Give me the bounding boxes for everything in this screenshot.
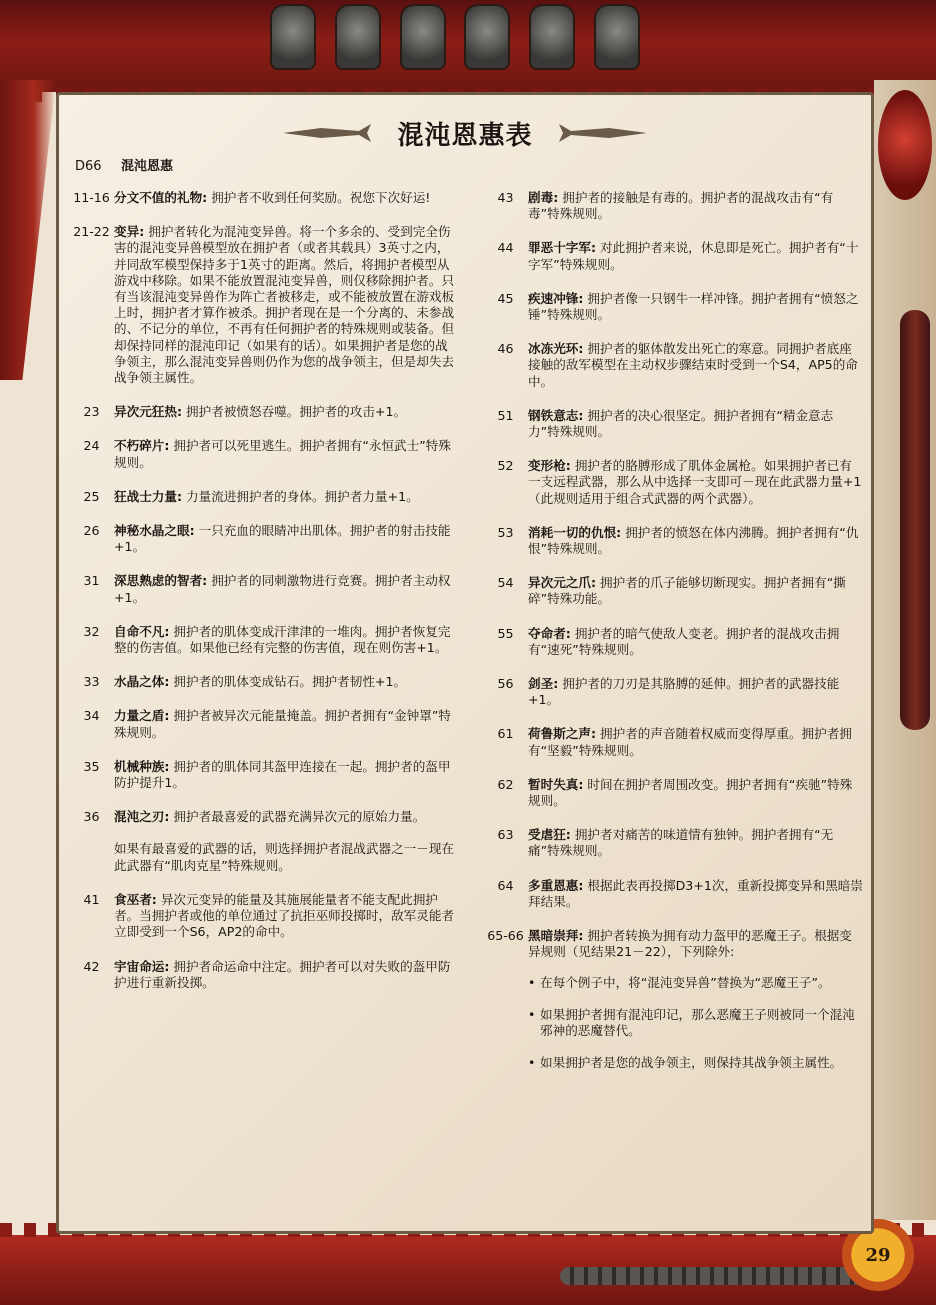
table-entry (69, 489, 459, 505)
skull-icon (594, 4, 640, 70)
entry-text (114, 523, 459, 555)
entry-text (528, 777, 863, 809)
entry-name: 深思熟虑的智者: (114, 573, 208, 589)
table-entry (69, 523, 459, 555)
entry-name: 消耗一切的仇恨: (528, 524, 622, 540)
entry-body (114, 489, 459, 505)
right-border (874, 80, 936, 1220)
entry-body (114, 892, 459, 941)
roll-number: 34 (83, 708, 100, 724)
bullet-item (528, 975, 863, 991)
roll-number: 65-66 (487, 928, 524, 944)
entry-name: 变异: (114, 224, 145, 240)
entry-text (528, 827, 863, 859)
entry-text (114, 573, 459, 605)
entry-name: 剑圣: (528, 676, 559, 692)
gem-ornament (878, 90, 932, 200)
entry-body (528, 878, 863, 910)
table-entry (483, 525, 863, 557)
table-entry (69, 224, 459, 386)
entry-body (528, 341, 863, 390)
entry-text (114, 708, 459, 740)
entry-body (528, 626, 863, 658)
roll-number: 23 (83, 404, 100, 420)
entry-name: 自命不凡: (114, 623, 170, 639)
table-entry (69, 624, 459, 656)
entry-text (114, 809, 459, 825)
entry-text (528, 190, 863, 222)
entry-text (114, 404, 459, 420)
entry-text (528, 676, 863, 708)
entry-name: 罪恶十字军: (528, 240, 597, 256)
entry-description: 拥护者命运命中注定。拥护者可以对失败的盔甲防护进行重新投掷。 (114, 958, 451, 990)
entry-name: 异次元狂热: (114, 404, 183, 420)
left-column (69, 190, 459, 1009)
entry-text (528, 878, 863, 910)
entry-body (528, 291, 863, 323)
entry-name: 剧毒: (528, 190, 559, 205)
entry-name: 食巫者: (114, 891, 157, 907)
roll-column-header: D66 (75, 159, 102, 174)
entry-description: 拥护者的决心很坚定。拥护者拥有“精金意志力”特殊规则。 (528, 407, 834, 440)
entry-text (528, 240, 863, 272)
entry-body (114, 438, 459, 470)
entry-body (528, 777, 863, 809)
table-entry (483, 341, 863, 390)
roll-number: 36 (83, 809, 100, 825)
entry-description: 拥护者的愤怒在体内沸腾。拥护者拥有“仇恨”特殊规则。 (528, 524, 859, 557)
entry-name: 受虐狂: (528, 827, 571, 843)
roll-number: 25 (83, 488, 100, 504)
entry-description: 拥护者转换为拥有动力盔甲的恶魔王子。根据变异规则（见结果21－22），下列除外: (528, 928, 852, 960)
entry-body (528, 240, 863, 272)
table-entry (69, 674, 459, 690)
entry-name: 不朽碎片: (114, 438, 170, 454)
bullet-list (528, 975, 863, 1072)
entry-name: 狂战士力量: (114, 488, 183, 504)
entry-body (114, 573, 459, 605)
entry-description: 拥护者的肌体同其盔甲连接在一起。拥护者的盔甲防护提升1。 (114, 758, 451, 791)
entry-body (528, 458, 863, 507)
entry-description: 根据此表再投掷D3+1次，重新投掷变异和黑暗崇拜结果。 (528, 877, 863, 909)
bullet-icon: • (528, 1006, 536, 1022)
roll-number: 54 (497, 575, 514, 591)
entry-name: 宇宙命运: (114, 958, 170, 974)
entry-text (114, 190, 459, 206)
entry-text (528, 525, 863, 557)
table-entry (483, 777, 863, 809)
table-entry (483, 928, 863, 1087)
roll-number: 61 (497, 726, 514, 742)
entry-description: 拥护者的接触是有毒的。拥护者的混战攻击有“有毒”特殊规则。 (528, 190, 834, 222)
dagger-right-icon (557, 122, 649, 144)
entry-name: 钢铁意志: (528, 407, 584, 423)
entry-description: 拥护者最喜爱的武器充满异次元的原始力量。 (169, 809, 426, 825)
entry-name: 水晶之体: (114, 674, 170, 690)
tentacle-ornament (900, 310, 930, 730)
entry-description: 拥护者的肌体变成钻石。拥护者韧性+1。 (169, 674, 407, 690)
entry-name: 神秘水晶之眼: (114, 523, 195, 539)
entry-description: 拥护者对痛苦的味道情有独钟。拥护者拥有“无痛”特殊规则。 (528, 827, 834, 859)
entry-body (114, 809, 459, 874)
bullet-text: 如果拥护者是您的战争领主，则保持其战争领主属性。 (540, 1055, 843, 1071)
roll-number: 64 (497, 877, 514, 893)
roll-number: 62 (497, 776, 514, 792)
entry-description: 拥护者的声音随着权威而变得厚重。拥护者拥有“坚毅”特殊规则。 (528, 726, 852, 758)
entry-text (528, 458, 863, 507)
entry-text (528, 726, 863, 758)
table-entry (483, 878, 863, 910)
roll-number: 33 (83, 674, 100, 690)
entry-text (528, 575, 863, 607)
entry-text (528, 928, 863, 960)
table-entry (483, 726, 863, 758)
table-entry (483, 827, 863, 859)
entry-body (528, 190, 863, 222)
entry-name: 多重恩惠: (528, 877, 584, 893)
entry-body (114, 959, 459, 991)
roll-number: 41 (83, 891, 100, 907)
skull-row (270, 4, 640, 74)
entry-body (114, 523, 459, 555)
skull-icon (400, 4, 446, 70)
table-entry (69, 573, 459, 605)
entry-body (114, 404, 459, 420)
entry-description: 拥护者可以死里逃生。拥护者拥有“永恒武士”特殊规则。 (114, 438, 451, 470)
entry-body (114, 674, 459, 690)
roll-number: 35 (83, 758, 100, 774)
entry-text (528, 626, 863, 658)
entry-description: 力量流进拥护者的身体。拥护者力量+1。 (182, 488, 419, 504)
roll-number: 44 (497, 240, 514, 256)
entry-description: 拥护者的躯体散发出死亡的寒意。同拥护者底座接触的敌军模型在主动权步骤结束时受到一个S4，AP5的命中。 (528, 341, 858, 389)
entry-name: 异次元之爪: (528, 575, 597, 591)
entry-name: 冰冻光环: (528, 341, 584, 357)
entry-description: 拥护者的同刺激物进行竞赛。拥护者主动权+1。 (114, 573, 451, 605)
roll-number: 31 (83, 573, 100, 589)
bullet-icon: • (528, 974, 536, 990)
skull-icon (335, 4, 381, 70)
parchment-panel (56, 92, 874, 1234)
entry-text (114, 489, 459, 505)
entry-body (528, 928, 863, 1087)
roll-number: 63 (497, 827, 514, 843)
roll-number: 56 (497, 676, 514, 692)
table-entry (483, 190, 863, 222)
entry-text (114, 759, 459, 791)
entry-body (114, 224, 459, 386)
entry-text (114, 438, 459, 470)
entry-text (114, 224, 459, 386)
table-entry (69, 759, 459, 791)
table-entry (483, 676, 863, 708)
roll-number: 32 (83, 623, 100, 639)
roll-number: 26 (83, 523, 100, 539)
entry-text (114, 892, 459, 941)
skull-icon (464, 4, 510, 70)
entry-name: 混沌之刃: (114, 809, 170, 825)
title-row (59, 113, 871, 153)
entry-description: 拥护者的刀刃是其胳膊的延伸。拥护者的武器技能+1。 (528, 676, 840, 708)
entry-body (114, 624, 459, 656)
entry-body (528, 408, 863, 440)
table-entry (69, 892, 459, 941)
right-column (483, 190, 863, 1105)
entry-body (528, 726, 863, 758)
roll-number: 55 (497, 625, 514, 641)
roll-number: 11-16 (73, 190, 110, 205)
bullet-icon: • (528, 1055, 536, 1071)
entry-description: 拥护者被愤怒吞噬。拥护者的攻击+1。 (182, 404, 407, 420)
table-entry (69, 708, 459, 740)
table-entry (69, 438, 459, 470)
entry-name: 机械种族: (114, 758, 170, 774)
entry-description: 拥护者的暗气使敌人变老。拥护者的混战攻击拥有“速死”特殊规则。 (528, 625, 840, 657)
table-entry (69, 959, 459, 991)
roll-number: 45 (497, 290, 514, 306)
entry-body (528, 525, 863, 557)
table-entry (483, 291, 863, 323)
entry-name: 暂时失真: (528, 776, 584, 792)
entry-description: 对此拥护者来说，休息即是死亡。拥护者有“十字军”特殊规则。 (528, 240, 859, 272)
page-title: 混沌恩惠表 (397, 120, 533, 151)
bullet-item (528, 1007, 863, 1039)
table-entry (483, 575, 863, 607)
entry-name: 黑暗崇拜: (528, 928, 584, 944)
roll-number: 43 (497, 190, 514, 205)
table-entry (483, 458, 863, 507)
skull-icon (270, 4, 316, 70)
entry-name: 分文不值的礼物: (114, 190, 208, 205)
entry-name: 力量之盾: (114, 708, 170, 724)
entry-extra-paragraph: 如果有最喜爱的武器的话，则选择拥护者混战武器之一－现在此武器有“肌肉克星”特殊规则。 (114, 841, 455, 873)
bullet-item (528, 1055, 863, 1071)
table-entry (483, 626, 863, 658)
roll-number: 21-22 (73, 224, 110, 240)
roll-number: 52 (497, 458, 514, 474)
entry-name: 变形枪: (528, 458, 571, 474)
roll-number: 42 (83, 958, 100, 974)
entry-body (528, 575, 863, 607)
entry-description: 异次元变异的能量及其施展能量者不能支配此拥护者。当拥护者或他的单位通过了抗拒巫师投掷时，敌军灵能者立即受到一个S6，AP2的命中。 (114, 891, 455, 940)
entry-description: 时间在拥护者周围改变。拥护者拥有“疾驰”特殊规则。 (528, 776, 853, 809)
entry-description: 拥护者的胳膊形成了肌体金属枪。如果拥护者已有一支远程武器，那么从中选择一支即可－现在此武器力量+1（此规则适用于组合式武器的两个武器）。 (528, 458, 862, 506)
roll-number: 24 (83, 438, 100, 454)
table-entry (483, 240, 863, 272)
entry-name: 荷鲁斯之声: (528, 726, 597, 742)
entry-text (114, 624, 459, 656)
entry-description: 拥护者不收到任何奖励。祝您下次好运! (207, 190, 431, 205)
roll-number: 53 (497, 524, 514, 540)
entry-body (528, 827, 863, 859)
entry-text (114, 959, 459, 991)
entry-description: 拥护者被异次元能量掩盖。拥护者拥有“金钟罩”特殊规则。 (114, 708, 451, 740)
entry-body (114, 708, 459, 740)
entry-text (528, 291, 863, 323)
result-column-header: 混沌恩惠 (121, 159, 174, 174)
chain-ornament (560, 1267, 870, 1285)
roll-number: 46 (497, 341, 514, 357)
bullet-text: 在每个例子中，将“混沌变异兽”替换为“恶魔王子”。 (540, 974, 831, 990)
entry-text (528, 408, 863, 440)
entry-text (114, 674, 459, 690)
bullet-text: 如果拥护者拥有混沌印记，那么恶魔王子则被同一个混沌邪神的恶魔替代。 (540, 1006, 855, 1038)
entry-name: 疾速冲锋: (528, 290, 584, 306)
dagger-left-icon (281, 122, 373, 144)
skull-icon (529, 4, 575, 70)
roll-number: 51 (497, 407, 514, 423)
table-entry (69, 404, 459, 420)
table-header (75, 155, 173, 174)
table-entry (69, 190, 459, 206)
entry-body (528, 676, 863, 708)
left-border-ornament (0, 80, 56, 380)
entry-text (528, 341, 863, 390)
table-entry (483, 408, 863, 440)
entry-description: 拥护者的爪子能够切断现实。拥护者拥有“撕碎”特殊功能。 (528, 575, 846, 607)
page-number-badge: 29 (842, 1219, 914, 1291)
table-entry (69, 809, 459, 874)
entry-description: 一只充血的眼睛冲出肌体。拥护者的射击技能+1。 (114, 523, 451, 555)
entry-name: 夺命者: (528, 625, 571, 641)
entry-description: 拥护者转化为混沌变异兽。将一个多余的、受到完全伤害的混沌变异兽模型放在拥护者（或者其载具）3英寸之内，并同敌军模型保持多于1英寸的距离。然后，将拥护者模型从游戏中移除。如果不能放置混沌变异兽，则仅移除拥护者。只有当该混沌变异兽作为阵亡者被移走，或不能被放置在游戏板上时，拥护者才算作被杀。拥护者现在是一个分离的、未参战的、不记分的单位，不再有任何拥护者的特殊规则或装备。但却保持同样的混沌印记（如果有的话）。如果拥护者是您的战争领主，那么混沌变异兽则仍作为您的战争领主，但是却失去战争领主属性。 (114, 224, 455, 386)
entry-description: 拥护者的肌体变成汗津津的一堆肉。拥护者恢复完整的伤害值。如果他已经有完整的伤害值，现在则伤害+1。 (114, 623, 451, 656)
entry-body (114, 759, 459, 791)
entry-description: 拥护者像一只钢牛一样冲锋。拥护者拥有“愤怒之锤”特殊规则。 (528, 290, 859, 323)
entry-body (114, 190, 459, 206)
